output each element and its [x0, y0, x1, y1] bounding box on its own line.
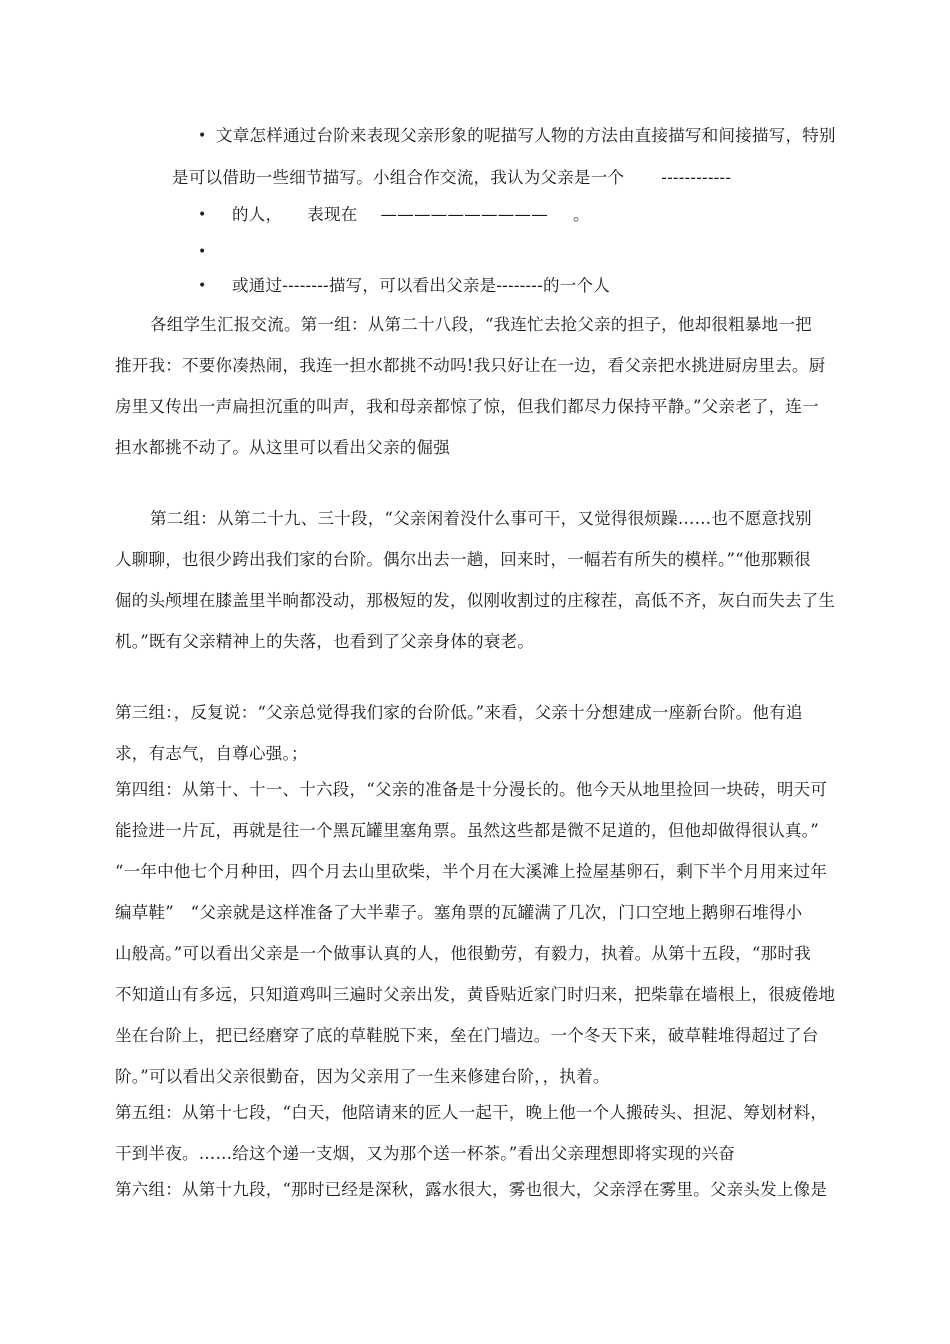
group1-line-4: 担水都挑不动了。从这里可以看出父亲的倔强 — [115, 438, 450, 457]
blank-line-2: —————————— — [380, 205, 548, 224]
group2-line-4: 机。”既有父亲精神上的失落，也看到了父亲身体的衰老。 — [115, 632, 535, 651]
group5-line-1: 第五组：从第十七段，“白天，他陪请来的匠人一起干，晚上他一个人搬砖头、担泥、筹划材料， — [115, 1103, 828, 1122]
bullet-item-1: 文章怎样通过台阶来表现父亲形象的呢描写人物的方法由直接描写和间接描写，特别 — [216, 126, 836, 145]
group1-line-1: 各组学生汇报交流。第一组：从第二十八段，“我连忙去抢父亲的担子，他却很粗暴地一把 — [150, 315, 812, 334]
bullet-marker: • — [198, 278, 207, 294]
bullet-item-2-end: 。 — [573, 205, 590, 224]
group3-line-2: 求，有志气，自尊心强。； — [115, 744, 308, 763]
group2-line-1: 第二组：从第二十九、三十段，“父亲闲着没什么事可干，又觉得很烦躁……也不愿意找别 — [150, 509, 812, 528]
group4-line-8: 阶。”可以看出父亲很勤奋，因为父亲用了一生来修建台阶，，执着。 — [115, 1067, 610, 1086]
group4-line-2: 能捡进一片瓦，再就是往一个黑瓦罐里塞角票。虽然这些都是微不足道的，但他却做得很认真。” — [115, 821, 819, 840]
group2-line-3: 倔的头颅埋在膝盖里半晌都没动，那极短的发，似刚收割过的庄稼茬，高低不齐，灰白而失去了生 — [115, 591, 836, 610]
group4-line-4: 编草鞋” “父亲就是这样准备了大半辈子。塞角票的瓦罐满了几次，门口空地上鹅卵石堆得小 — [115, 903, 803, 922]
bullet-marker: • — [198, 128, 207, 144]
bullet-item-1-continuation — [172, 168, 731, 188]
group2-line-2: 人聊聊，也很少跨出我们家的台阶。偶尔出去一趟，回来时，一幅若有所失的模样。”“他那颗很 — [115, 550, 811, 569]
group4-line-3: “一年中他七个月种田，四个月去山里砍柴，半个月在大溪滩上捡屋基卵石，剩下半个月用来过年 — [115, 862, 828, 881]
group5-line-2: 干到半夜。……给这个递一支烟，又为那个送一杯茶。”看出父亲理想即将实现的兴奋 — [115, 1144, 736, 1163]
bullet-item-4: 或通过--------描写，可以看出父亲是--------的一个人 — [232, 276, 610, 295]
group1-line-3: 房里又传出一声扁担沉重的叫声，我和母亲都惊了惊，但我们都尽力保持平静。”父亲老了，连一 — [115, 397, 819, 416]
group4-line-5: 山般高。”可以看出父亲是一个做事认真的人，他很勤劳，有毅力，执着。从第十五段，“那时我 — [115, 944, 811, 963]
bullet-marker: • — [198, 207, 207, 223]
group4-line-7: 坐在台阶上，把已经磨穿了底的草鞋脱下来，垒在门墙边。一个冬天下来，破草鞋堆得超过了台 — [115, 1026, 819, 1045]
group4-line-6: 不知道山有多远，只知道鸡叫三遍时父亲出发，黄昏贴近家门时归来，把柴靠在墙根上，很疲倦地 — [115, 985, 836, 1004]
bullet-item-2-label: 表现在 — [307, 205, 358, 224]
bullet-item-1-text: 是可以借助一些细节描写。小组合作交流，我认为父亲是一个 — [172, 168, 625, 187]
bullet-marker: • — [198, 244, 207, 260]
group1-line-2: 推开我：不要你凑热闹，我连一担水都挑不动吗!我只好让在一边，看父亲把水挑进厨房里去。厨 — [115, 356, 826, 375]
bullet-item-2 — [232, 205, 590, 225]
bullet-item-2-prefix: 的人， — [232, 205, 283, 224]
group6-line-1: 第六组：从第十九段，“那时已经是深秋，露水很大，雾也很大，父亲浮在雾里。父亲头发上像是 — [115, 1180, 828, 1199]
blank-line-1: ------------ — [661, 168, 732, 187]
group3-line-1: 第三组：，反复说：“父亲总觉得我们家的台阶低。”来看，父亲十分想建成一座新台阶。他有追 — [115, 703, 803, 722]
group4-line-1: 第四组：从第十、十一、十六段，“父亲的准备是十分漫长的。他今天从地里捡回一块砖，明天可 — [115, 780, 828, 799]
